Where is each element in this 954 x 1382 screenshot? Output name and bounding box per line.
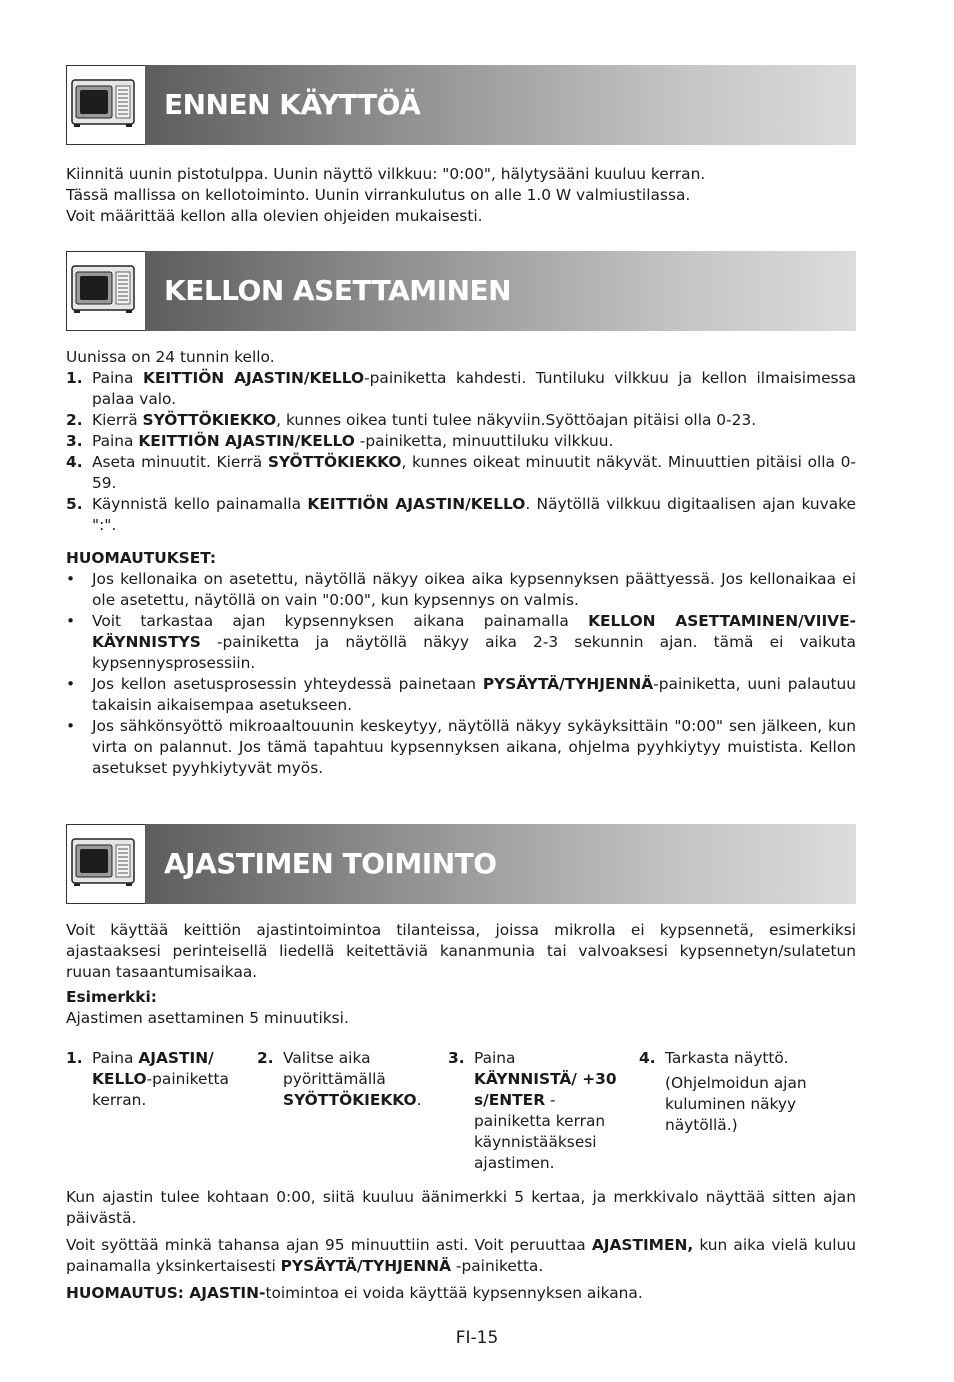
step-number: 3. <box>448 1049 465 1067</box>
notes-list <box>66 569 856 779</box>
note-item <box>66 611 856 674</box>
step-text: -painiketta kerran. <box>92 1070 229 1109</box>
example-heading: Esimerkki: <box>66 988 157 1006</box>
step-key: KEITTIÖN AJASTIN/KELLO <box>307 495 526 513</box>
section-banner-before-use <box>66 65 856 145</box>
step-key: SYÖTTÖKIEKKO <box>267 453 402 471</box>
para-text: -painiketta. <box>451 1257 544 1275</box>
step-body <box>283 1048 427 1111</box>
step-number: 1. <box>66 369 83 387</box>
timer-para: Kun ajastin tulee kohtaan 0:00, siitä kuuluu äänimerkki 5 kertaa, ja merkkivalo näyttää sitten ajan päivästä. <box>66 1188 856 1227</box>
intro-text <box>66 164 856 227</box>
para-key: AJASTIMEN, <box>591 1236 694 1254</box>
step-text: Aseta minuutit. Kierrä <box>92 453 268 471</box>
step-item <box>66 431 856 452</box>
step-number: 1. <box>66 1049 83 1067</box>
note-text: Jos sähkönsyöttö mikroaaltouunin keskeytyy, näytöllä näkyy sykäyksittäin "0:00" sen jälkeen, kun virta on palannut. Jos tämä tapahtuu kypsennyksen aikana, ohjelma pyyhkiytyy muistista. Kellon asetukset pyyhkiytyvät myös. <box>92 717 856 777</box>
section-banner-timer <box>66 824 856 904</box>
step-number: 4. <box>639 1049 656 1067</box>
bullet: • <box>66 570 76 588</box>
timer-intro-text: Voit käyttää keittiön ajastintoimintoa tilanteissa, joissa mikrolla ei kypsennetä, esimerkiksi ajastaaksesi perinteisellä liedellä keitettäviä kananmunia tai valvoaksesi kypsennetyn/sulatetun ruuan tasaantumisaikaa. <box>66 921 856 981</box>
step-text: -painiketta kerran käynnistääksesi ajastimen. <box>474 1091 606 1172</box>
step-item <box>66 368 856 410</box>
step-text: . <box>416 1091 422 1109</box>
notes-heading: HUOMAUTUKSET: <box>66 549 217 567</box>
step-text: Paina <box>92 432 139 450</box>
section-title: AJASTIMEN TOIMINTO <box>164 847 497 880</box>
step-key: SYÖTTÖKIEKKO <box>142 411 277 429</box>
note-text: Jos kellonaika on asetettu, näytöllä näkyy oikea aika kypsennyksen päättyessä. Jos kellonaikaa ei ole asetettu, näytöllä on vain "0:00", kun kypsennys on valmis. <box>92 570 856 609</box>
step-body <box>665 1048 835 1136</box>
clock-section <box>66 347 856 779</box>
microwave-icon <box>66 824 146 904</box>
note-item <box>66 674 856 716</box>
bullet: • <box>66 612 76 630</box>
note-item <box>66 716 856 779</box>
section-title: ENNEN KÄYTTÖÄ <box>164 88 421 121</box>
note-text: -painiketta ja näytöllä näkyy aika 2-3 sekunnin ajan. tämä ei vaikuta kypsennysprosessiin. <box>92 633 856 672</box>
step-text: Kierrä <box>92 411 143 429</box>
note-text: -painiketta, uuni palautuu takaisin aikaisempaa asetukseen. <box>92 675 856 714</box>
para-text: Voit syöttää minkä tahansa ajan 95 minuuttiin asti. Voit peruuttaa <box>66 1236 592 1254</box>
note-key: HUOMAUTUS: AJASTIN- <box>66 1284 266 1302</box>
step-number: 4. <box>66 453 83 471</box>
step-text: . Näytöllä vilkkuu digitaalisen ajan kuvake ":". <box>92 495 857 534</box>
step-body <box>474 1048 620 1174</box>
step-number: 5. <box>66 495 83 513</box>
step-item <box>66 410 856 431</box>
step-key: KEITTIÖN AJASTIN/KELLO <box>138 432 355 450</box>
example-text: Ajastimen asettaminen 5 minuutiksi. <box>66 1009 349 1027</box>
step-text: , kunnes oikea tunti tulee näkyviin.Syöttöajan pitäisi olla 0-23. <box>276 411 757 429</box>
step-text: -painiketta, minuuttiluku vilkkuu. <box>354 432 614 450</box>
step-number: 3. <box>66 432 83 450</box>
intro-line: Tässä mallissa on kellotoiminto. Uunin virrankulutus on alle 1.0 W valmiustilassa. <box>66 186 691 204</box>
timer-para <box>66 1235 856 1277</box>
para-key: PYSÄYTÄ/TYHJENNÄ <box>280 1257 452 1275</box>
clock-steps <box>66 368 856 536</box>
note-text: Voit tarkastaa ajan kypsennyksen aikana painamalla <box>92 612 589 630</box>
note-text: toimintoa ei voida käyttää kypsennyksen aikana. <box>265 1284 643 1302</box>
microwave-icon <box>66 65 146 145</box>
bullet: • <box>66 675 76 693</box>
step-key: KÄYNNISTÄ/ +30 s/ENTER <box>474 1070 617 1109</box>
timer-closing <box>66 1187 856 1304</box>
intro-line: Voit määrittää kellon alla olevien ohjeiden mukaisesti. <box>66 207 483 225</box>
step-item <box>66 494 856 536</box>
section-banner-clock-setting <box>66 251 856 331</box>
clock-intro: Uunissa on 24 tunnin kello. <box>66 348 275 366</box>
step-text: Paina <box>92 1049 139 1067</box>
step-text: Tarkasta näyttö. <box>665 1049 789 1067</box>
step-text: Paina <box>474 1049 516 1067</box>
microwave-icon <box>66 251 146 331</box>
step-key: KEITTIÖN AJASTIN/KELLO <box>142 369 365 387</box>
page-number: FI-15 <box>455 1328 499 1348</box>
step-number: 2. <box>66 411 83 429</box>
step-text: Valitse aika pyörittämällä <box>283 1049 386 1088</box>
section-title: KELLON ASETTAMINEN <box>164 274 512 307</box>
step-text: -painiketta kahdesti. Tuntiluku vilkkuu ja kellon ilmaisimessa palaa valo. <box>92 369 857 408</box>
step-key: SYÖTTÖKIEKKO <box>283 1091 417 1109</box>
timer-note <box>66 1283 856 1304</box>
timer-intro <box>66 920 856 1029</box>
step-text: Käynnistä kello painamalla <box>92 495 308 513</box>
step-key: AJASTIN/ KELLO <box>92 1049 214 1088</box>
step-text: Paina <box>92 369 143 387</box>
note-key: PYSÄYTÄ/TYHJENNÄ <box>482 675 654 693</box>
step-body <box>92 1048 232 1111</box>
step-number: 2. <box>257 1049 274 1067</box>
intro-line: Kiinnitä uunin pistotulppa. Uunin näyttö vilkkuu: "0:00", hälytysääni kuuluu kerran. <box>66 165 706 183</box>
note-text: Jos kellon asetusprosessin yhteydessä painetaan <box>92 675 483 693</box>
note-item <box>66 569 856 611</box>
step-text: , kunnes oikeat minuutit näkyvät. Minuuttien pitäisi olla 0-59. <box>92 453 856 492</box>
bullet: • <box>66 717 76 735</box>
step-text: (Ohjelmoidun ajan kuluminen näkyy näytöllä.) <box>665 1074 807 1134</box>
para-text: kun aika vielä kuluu painamalla yksinkertaisesti <box>66 1236 856 1275</box>
step-item <box>66 452 856 494</box>
note-key: KELLON ASETTAMINEN/VIIVE-KÄYNNISTYS <box>92 612 856 651</box>
